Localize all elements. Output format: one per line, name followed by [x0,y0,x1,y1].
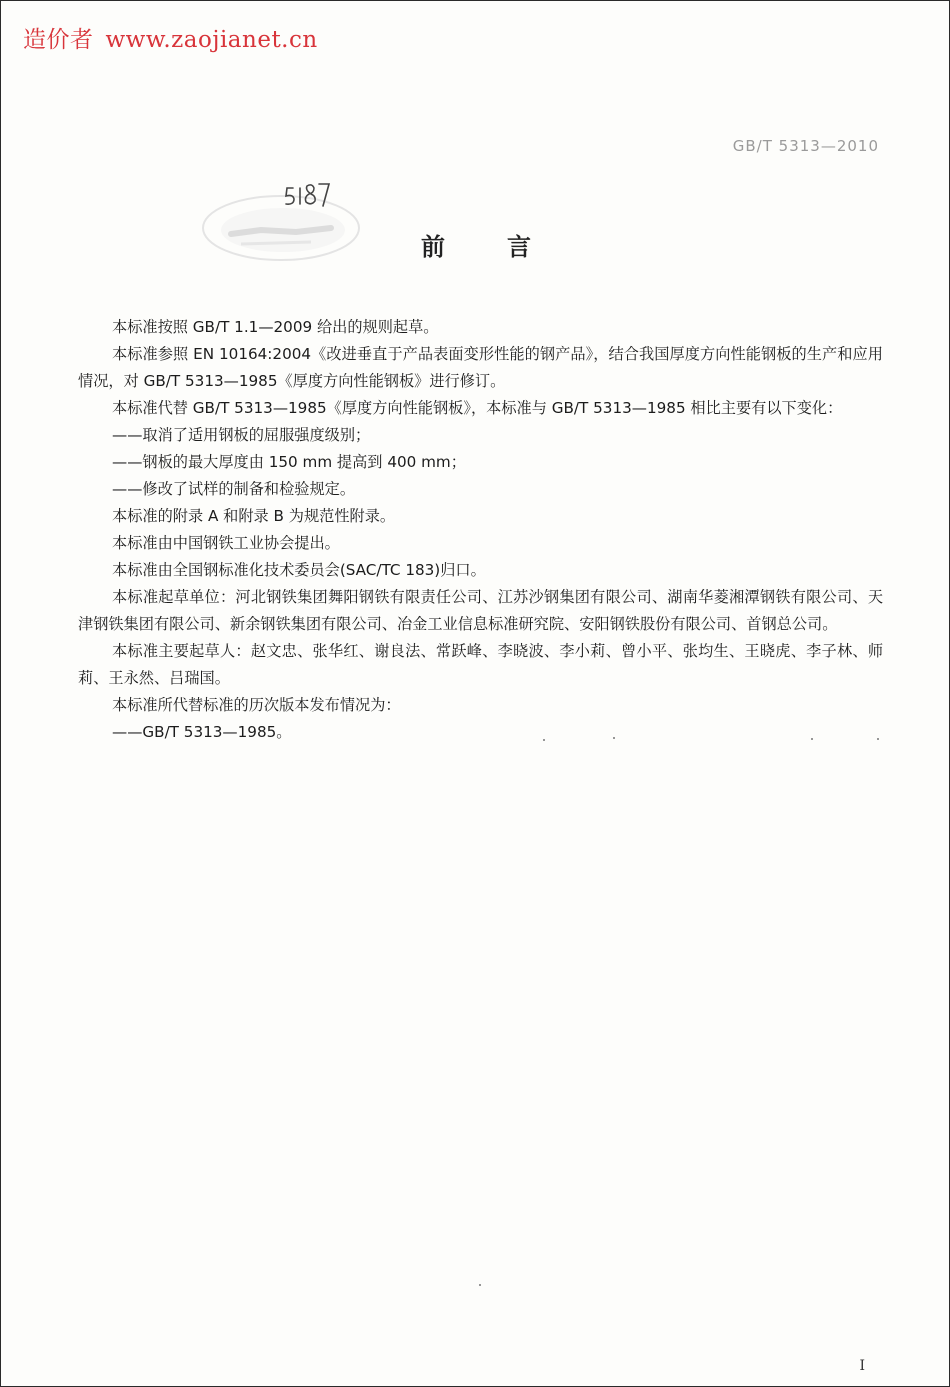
scan-speck [543,739,545,741]
paragraph-drafters: 本标准主要起草人：赵文忠、张华红、谢良法、常跃峰、李晓波、李小莉、曾小平、张均生、王晓虎、李子林、师莉、王永然、吕瑞国。 [78,642,883,687]
scan-speck [877,738,879,740]
site-watermark [23,21,318,54]
paragraph-drafting-rules: 本标准按照 GB/T 1.1—2009 给出的规则起草。 [112,318,439,336]
paragraph-replacement: 本标准代替 GB/T 5313—1985《厚度方向性能钢板》，本标准与 GB/T 5313—1985 相比主要有以下变化： [112,399,843,417]
watermark-brand: 造价者 [23,27,94,53]
paragraph-drafting-units: 本标准起草单位：河北钢铁集团舞阳钢铁有限责任公司、江苏沙钢集团有限公司、湖南华菱湘潭钢铁有限公司、天津钢铁集团有限公司、新余钢铁集团有限公司、冶金工业信息标准研究院、安阳钢铁股份有限公司、首钢总公司。 [78,588,883,633]
history-item: ——GB/T 5313—1985。 [112,723,292,741]
watermark-url: www.zaojianet.cn [105,27,318,53]
change-item: ——修改了试样的制备和检验规定。 [112,480,355,498]
page-title: 前言 [421,233,593,261]
scan-speck [479,1284,481,1286]
page-number: I [859,1358,865,1374]
change-item: ——取消了适用钢板的屈服强度级别； [112,426,371,444]
paragraph-annexes: 本标准的附录 A 和附录 B 为规范性附录。 [112,507,396,525]
paragraph-reference: 本标准参照 EN 10164:2004《改进垂直于产品表面变形性能的钢产品》，结合我国厚度方向性能钢板的生产和应用情况，对 GB/T 5313—1985《厚度方向性能钢板》进行修订。 [78,345,883,390]
scan-speck [811,738,813,740]
change-item: ——钢板的最大厚度由 150 mm 提高到 400 mm； [112,453,466,471]
standard-code-header: GB/T 5313—2010 [732,137,879,155]
paragraph-proposer: 本标准由中国钢铁工业协会提出。 [112,534,340,552]
paragraph-committee: 本标准由全国钢标准化技术委员会(SAC/TC 183)归口。 [112,561,486,579]
paragraph-history-intro: 本标准所代替标准的历次版本发布情况为： [112,696,401,714]
scan-speck [613,737,615,739]
foreword-body [78,314,883,746]
